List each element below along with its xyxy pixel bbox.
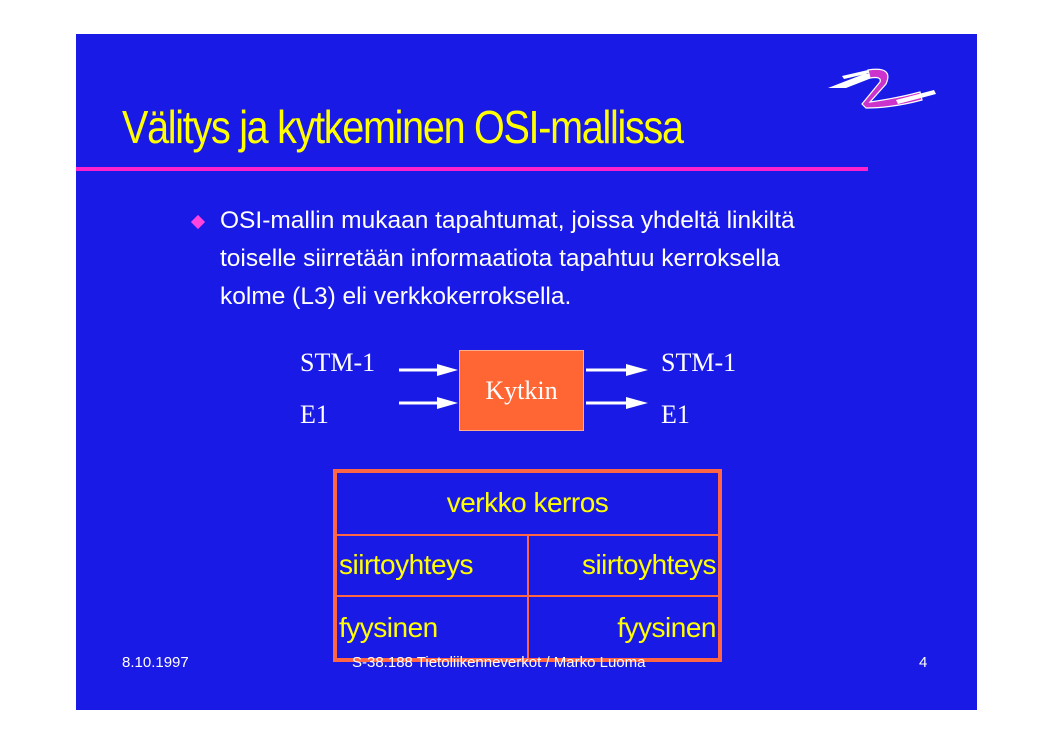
footer-date: 8.10.1997 bbox=[122, 654, 189, 671]
output-label-e1: E1 bbox=[661, 400, 690, 429]
slide bbox=[76, 34, 977, 710]
physical-layer-cell-right: fyysinen bbox=[528, 596, 721, 660]
layer-table bbox=[333, 469, 722, 662]
diamond-bullet-icon bbox=[191, 215, 205, 229]
network-layer-cell: verkko kerros bbox=[335, 471, 720, 535]
bullet-text: OSI-mallin mukaan tapahtumat, joissa yhdeltä linkiltä toiselle siirretään informaatiota tapahtuu kerroksella kolme (L3) eli verkkokerroksella. bbox=[220, 207, 795, 310]
arrow-out-stm1 bbox=[586, 364, 648, 376]
input-label-stm1: STM-1 bbox=[300, 348, 376, 377]
table-row bbox=[335, 596, 720, 660]
switch-label: Kytkin bbox=[485, 376, 558, 405]
arrow-in-stm1 bbox=[399, 364, 458, 376]
output-label-stm1: STM-1 bbox=[661, 348, 737, 377]
datalink-layer-cell-left: siirtoyhteys bbox=[335, 535, 528, 597]
title-underline bbox=[76, 167, 868, 171]
footer-page-number: 4 bbox=[919, 654, 928, 671]
input-label-e1: E1 bbox=[300, 400, 329, 429]
physical-layer-cell-left: fyysinen bbox=[335, 596, 528, 660]
switch-box bbox=[459, 350, 584, 431]
table-row bbox=[335, 535, 720, 597]
table-row bbox=[335, 471, 720, 535]
arrow-out-e1 bbox=[586, 397, 648, 409]
arrow-in-e1 bbox=[399, 397, 458, 409]
datalink-layer-cell-right: siirtoyhteys bbox=[528, 535, 721, 597]
footer-course: S-38.188 Tietoliikenneverkot / Marko Luoma bbox=[352, 654, 646, 671]
slide-title: Välitys ja kytkeminen OSI-mallissa bbox=[122, 101, 683, 153]
hut-logo-icon bbox=[824, 62, 940, 112]
